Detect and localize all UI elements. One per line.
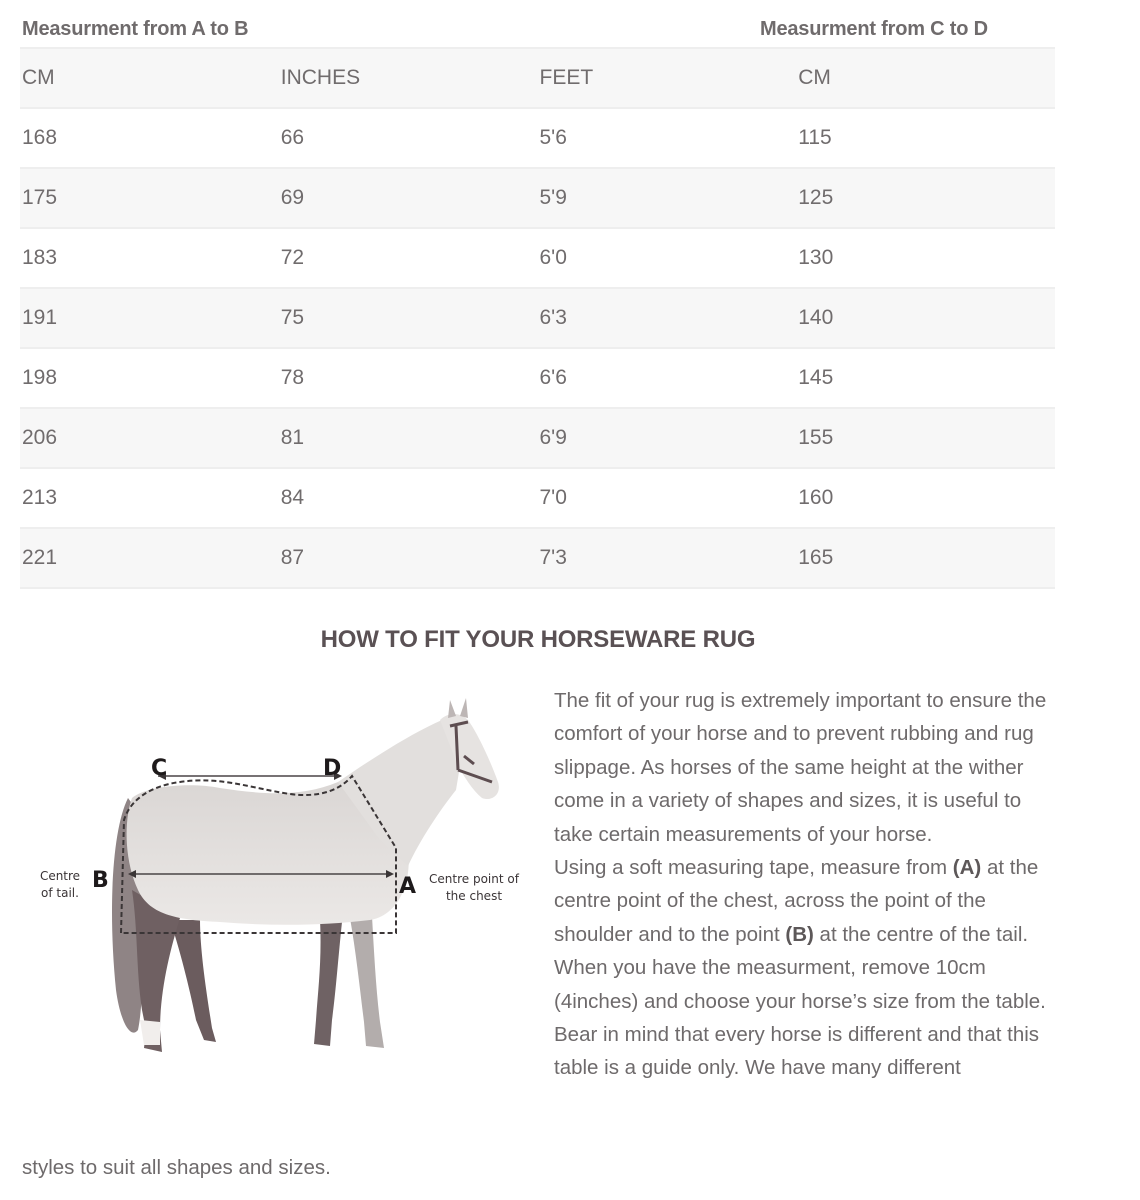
label-c: C: [151, 756, 168, 781]
cell-inches: 72: [279, 228, 538, 288]
cell-feet: 7'0: [538, 468, 797, 528]
cell-inches: 78: [279, 348, 538, 408]
note-centre-of-tail: [30, 868, 90, 902]
caption-c-to-d: Measurment from C to D: [760, 18, 988, 40]
table-row: [20, 528, 1055, 588]
cell-cm-cd: 160: [796, 468, 1055, 528]
note-a-line1: Centre point of: [429, 872, 519, 886]
label-a: A: [399, 874, 417, 899]
label-d: D: [323, 756, 342, 781]
fit-guide-text: [554, 684, 1064, 1085]
cell-feet: 5'9: [538, 168, 797, 228]
measure-text-1: Using a soft measuring tape, measure from: [554, 856, 953, 880]
cell-cm-cd: 130: [796, 228, 1055, 288]
cell-inches: 66: [279, 108, 538, 168]
table-row: [20, 408, 1055, 468]
cell-cm: 175: [20, 168, 279, 228]
cell-feet: 6'6: [538, 348, 797, 408]
fit-disclaimer-paragraph: Bear in mind that every horse is different and that this table is a guide only. We have many different: [554, 1023, 1040, 1080]
cell-feet: 7'3: [538, 528, 797, 588]
point-a-ref: (A): [952, 856, 982, 880]
table-row: [20, 228, 1055, 288]
table-row: [20, 348, 1055, 408]
cell-inches: 75: [279, 288, 538, 348]
cell-cm: 168: [20, 108, 279, 168]
cell-cm-cd: 165: [796, 528, 1055, 588]
table-caption-row: [22, 18, 1056, 46]
note-b-line2: of tail.: [41, 886, 79, 900]
cell-cm-cd: 125: [796, 168, 1055, 228]
cell-feet: 6'3: [538, 288, 797, 348]
cell-inches: 84: [279, 468, 538, 528]
cell-cm: 198: [20, 348, 279, 408]
header-cm-cd: CM: [796, 48, 1055, 108]
cell-cm: 191: [20, 288, 279, 348]
cell-cm-cd: 155: [796, 408, 1055, 468]
cell-cm: 183: [20, 228, 279, 288]
cell-inches: 81: [279, 408, 538, 468]
label-b: B: [92, 868, 109, 893]
size-table: [20, 47, 1055, 589]
note-a-line2: the chest: [445, 889, 503, 903]
cell-cm: 206: [20, 408, 279, 468]
table-row: [20, 108, 1055, 168]
measure-text-2: at the centre point of the chest, across the point of the shoulder and to the point: [554, 856, 1039, 946]
cell-cm-cd: 140: [796, 288, 1055, 348]
header-inches: INCHES: [279, 48, 538, 108]
cell-cm-cd: 115: [796, 108, 1055, 168]
horse-front-leg-far: [314, 920, 342, 1046]
table-header-row: [20, 48, 1055, 108]
note-centre-of-chest: [424, 871, 524, 905]
note-b-line1: Centre: [39, 869, 81, 883]
header-cm-ab: CM: [20, 48, 279, 108]
point-b-ref: (B): [785, 922, 814, 946]
fit-intro-paragraph: The fit of your rug is extremely important to ensure the comfort of your horse and to prevent rubbing and rug slippage. As horses of the same height at the wither come in a variety of shapes and sizes, it is useful to take certain measurements of your horse.: [554, 689, 1047, 846]
horse-measurement-diagram: [20, 690, 540, 1080]
fit-guide-title: HOW TO FIT YOUR HORSEWARE RUG: [320, 626, 756, 653]
table-row: [20, 288, 1055, 348]
table-row: [20, 168, 1055, 228]
cell-feet: 5'6: [538, 108, 797, 168]
cell-feet: 6'0: [538, 228, 797, 288]
header-feet: FEET: [538, 48, 797, 108]
horse-hind-leg-far: [170, 920, 216, 1042]
table-row: [20, 468, 1055, 528]
caption-a-to-b: Measurment from A to B: [22, 18, 249, 40]
fit-measure-paragraph: [554, 851, 1064, 1018]
cell-inches: 69: [279, 168, 538, 228]
cell-cm: 213: [20, 468, 279, 528]
fit-disclaimer-end: styles to suit all shapes and sizes.: [22, 1156, 331, 1179]
cell-feet: 6'9: [538, 408, 797, 468]
cell-inches: 87: [279, 528, 538, 588]
measure-text-3: at the centre of the tail. When you have the measurment, remove 10cm (4inches) and choose your horse’s size from the table.: [554, 922, 1046, 1013]
cell-cm: 221: [20, 528, 279, 588]
cell-cm-cd: 145: [796, 348, 1055, 408]
horse-front-leg-near: [350, 916, 384, 1048]
